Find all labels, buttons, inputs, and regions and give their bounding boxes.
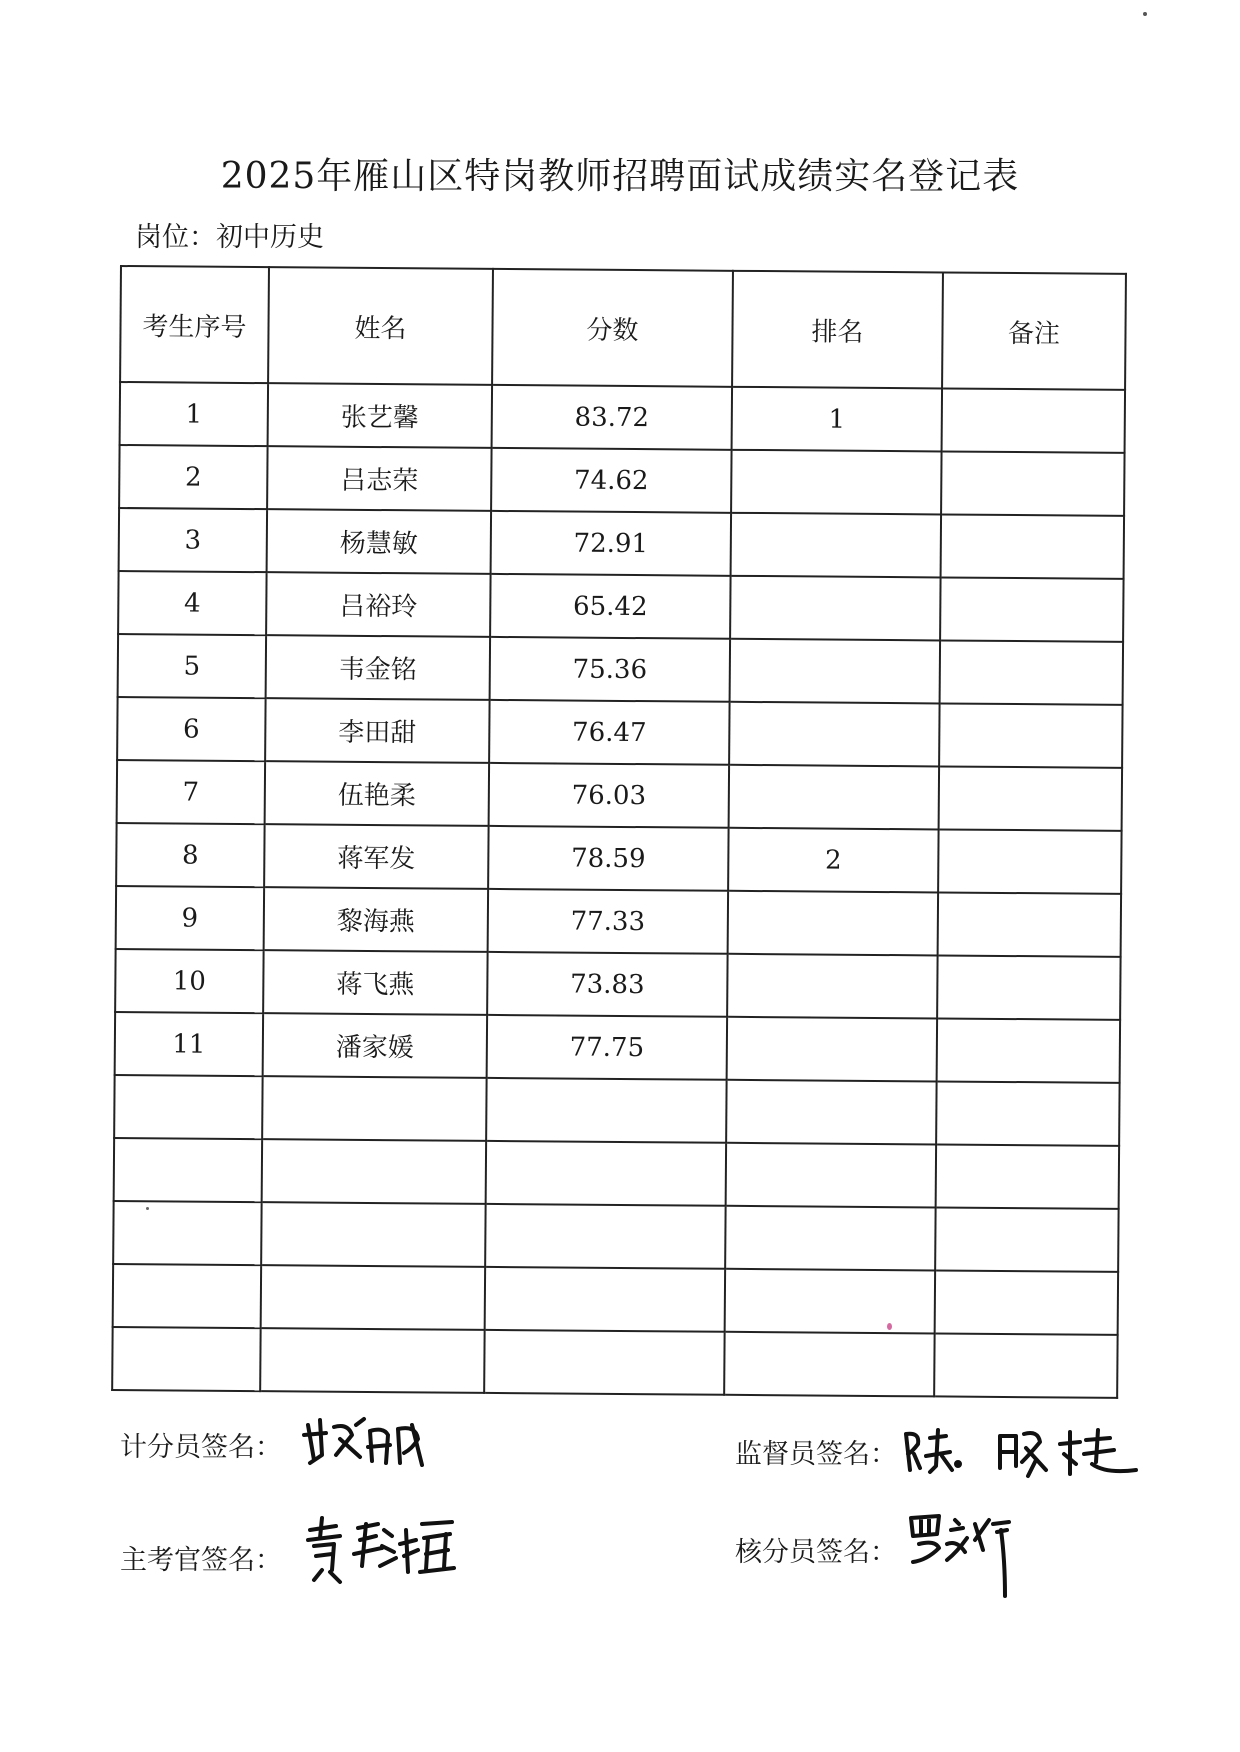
cell-rank: 1	[732, 387, 942, 452]
cell-name: 蒋军发	[264, 824, 488, 889]
checker-signature-image	[905, 1500, 1025, 1610]
header-name: 姓名	[268, 267, 493, 385]
cell-seq	[112, 1327, 260, 1391]
cell-rank	[726, 1080, 936, 1145]
table-row	[115, 1012, 1120, 1083]
cell-remark	[934, 1333, 1117, 1397]
cell-name: 李田甜	[265, 698, 489, 763]
cell-score: 83.72	[492, 385, 732, 450]
cell-rank	[729, 765, 939, 830]
examiner-signature-label: 主考官签名：	[120, 1545, 282, 1576]
scan-speck	[146, 1207, 149, 1210]
cell-remark	[942, 388, 1125, 452]
post-label: 岗位：初中历史	[135, 222, 324, 253]
cell-score: 76.47	[489, 700, 729, 765]
table-row	[119, 445, 1124, 516]
cell-seq: 2	[119, 445, 267, 509]
cell-score: 77.75	[487, 1015, 727, 1080]
cell-name: 吕志荣	[267, 446, 491, 511]
cell-name	[261, 1265, 485, 1330]
table-row	[117, 697, 1122, 768]
scorer-signature-image	[300, 1405, 440, 1475]
cell-name: 吕裕玲	[266, 572, 490, 637]
cell-remark	[937, 1018, 1120, 1082]
cell-remark	[940, 640, 1123, 704]
cell-name: 韦金铭	[266, 635, 490, 700]
cell-rank: 2	[728, 828, 938, 893]
table-row	[115, 949, 1120, 1020]
cell-seq: 9	[116, 886, 264, 950]
table-row	[113, 1201, 1118, 1272]
cell-score: 73.83	[487, 952, 727, 1017]
cell-rank	[729, 702, 939, 767]
cell-score: 78.59	[488, 826, 728, 891]
cell-remark	[941, 514, 1124, 578]
table-row	[114, 1075, 1119, 1146]
cell-score: 75.36	[490, 637, 730, 702]
cell-name	[262, 1139, 486, 1204]
header-remark: 备注	[942, 272, 1126, 389]
cell-seq: 11	[115, 1012, 263, 1076]
cell-rank	[727, 954, 937, 1019]
cell-name: 伍艳柔	[265, 761, 489, 826]
page-title: 2025年雁山区特岗教师招聘面试成绩实名登记表	[220, 156, 1020, 197]
checker-signature-label: 核分员签名：	[735, 1537, 897, 1568]
cell-rank	[725, 1206, 935, 1271]
cell-seq: 1	[120, 382, 268, 446]
table-row	[116, 886, 1121, 957]
cell-score	[486, 1141, 726, 1206]
cell-seq	[113, 1201, 261, 1265]
cell-name	[261, 1202, 485, 1267]
cell-seq: 7	[117, 760, 265, 824]
cell-seq: 5	[118, 634, 266, 698]
table-row	[120, 382, 1125, 453]
header-rank: 排名	[732, 271, 943, 389]
cell-score	[486, 1078, 726, 1143]
cell-score: 76.03	[489, 763, 729, 828]
cell-remark	[935, 1270, 1118, 1334]
cell-rank	[730, 639, 940, 704]
cell-score: 72.91	[491, 511, 731, 576]
scan-speck	[1143, 12, 1147, 16]
table-body	[112, 382, 1125, 1398]
cell-score: 77.33	[488, 889, 728, 954]
cell-name: 蒋飞燕	[263, 950, 487, 1015]
table-row	[113, 1264, 1118, 1335]
cell-name: 潘家媛	[263, 1013, 487, 1078]
cell-rank	[726, 1143, 936, 1208]
cell-seq	[114, 1075, 262, 1139]
cell-name: 黎海燕	[264, 887, 488, 952]
cell-remark	[935, 1207, 1118, 1271]
cell-seq: 4	[118, 571, 266, 635]
cell-rank	[724, 1332, 934, 1397]
table-row	[119, 508, 1124, 579]
cell-seq	[114, 1138, 262, 1202]
cell-rank	[728, 891, 938, 956]
scorer-signature-label: 计分员签名：	[120, 1432, 282, 1463]
table-row	[114, 1138, 1119, 1209]
cell-rank	[725, 1269, 935, 1334]
cell-seq: 3	[119, 508, 267, 572]
cell-seq: 8	[116, 823, 264, 887]
table-row	[118, 571, 1123, 642]
cell-rank	[731, 450, 941, 515]
cell-score	[485, 1267, 725, 1332]
cell-name: 张艺馨	[268, 383, 492, 448]
cell-remark	[937, 955, 1120, 1019]
cell-score: 74.62	[491, 448, 731, 513]
cell-remark	[941, 451, 1124, 515]
examiner-signature-image	[300, 1510, 460, 1590]
cell-remark	[938, 829, 1121, 893]
table-row	[118, 634, 1123, 705]
scan-speck	[887, 1323, 892, 1330]
cell-remark	[936, 1081, 1119, 1145]
cell-score: 65.42	[490, 574, 730, 639]
cell-remark	[938, 892, 1121, 956]
table-row	[116, 823, 1121, 894]
supervisor-signature-label: 监督员签名：	[735, 1439, 897, 1470]
cell-rank	[730, 576, 940, 641]
table-row	[112, 1327, 1117, 1398]
score-table	[111, 265, 1127, 1399]
cell-seq	[113, 1264, 261, 1328]
header-seq: 考生序号	[120, 266, 269, 383]
cell-name	[262, 1076, 486, 1141]
cell-score	[484, 1330, 724, 1395]
cell-score	[485, 1204, 725, 1269]
cell-remark	[939, 703, 1122, 767]
cell-seq: 10	[115, 949, 263, 1013]
cell-name: 杨慧敏	[267, 509, 491, 574]
cell-remark	[936, 1144, 1119, 1208]
cell-remark	[940, 577, 1123, 641]
cell-rank	[731, 513, 941, 578]
cell-remark	[939, 766, 1122, 830]
cell-name	[260, 1328, 484, 1393]
header-score: 分数	[492, 269, 733, 387]
cell-rank	[727, 1017, 937, 1082]
table-row	[117, 760, 1122, 831]
table-header-row	[120, 266, 1126, 390]
supervisor-signature-image	[900, 1420, 1140, 1490]
cell-seq: 6	[117, 697, 265, 761]
